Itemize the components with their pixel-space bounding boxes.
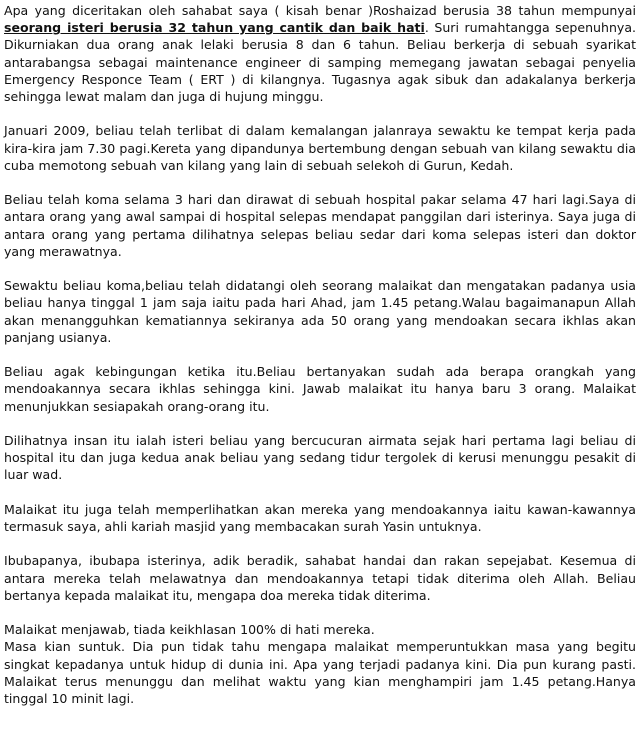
paragraph-3: Beliau telah koma selama 3 hari dan dirawat di sebuah hospital pakar selama 47 hari lagi.Saya di antara orang yang awal sampai di hospital selepas mendapat panggilan dari isterinya. Saya juga di antara orang yang pertama dilihatnya selepas beliau sedar dari koma selepas isteri dan doktor yang merawatnya. (4, 192, 636, 259)
paragraph-1-intro: Apa yang diceritakan oleh sahabat saya ( kisah benar )Roshaizad berusia 38 tahun mempunyai (4, 3, 636, 18)
paragraph-7: Malaikat itu juga telah memperlihatkan akan mereka yang mendoakannya iaitu kawan-kawannya termasuk saya, ahli kariah masjid yang membacakan surah Yasin untuknya. (4, 501, 636, 534)
paragraph-4: Sewaktu beliau koma,beliau telah didatangi oleh seorang malaikat dan mengatakan padanya usia beliau hanya tinggal 1 jam saja iaitu pada hari Ahad, jam 1.45 petang.Walau bagaimanapun Allah akan menangguhkan kematiannya sekiranya ada 50 orang yang mendoakan secara ikhlas akan panjang usianya. (4, 278, 636, 345)
paragraph-6: Dilihatnya insan itu ialah isteri beliau yang bercucuran airmata sejak hari pertama lagi beliau di hospital itu dan juga kedua anak beliau yang sedang tidur tergolek di kerusi menunggu pesakit di luar wad. (4, 433, 636, 483)
emphasis-text: seorang isteri berusia 32 tahun yang cantik dan baik hati (4, 20, 425, 36)
paragraph-8: Ibubapanya, ibubapa isterinya, adik beradik, sahabat handai dan rakan sepejabat. Kesemua di antara mereka telah melawatnya dan mendoakannya tetapi tidak diterima oleh Allah. Beliau bertanya kepada malaikat itu, mengapa doa mereka tidak diterima. (4, 553, 636, 603)
paragraph-10: Masa kian suntuk. Dia pun tidak tahu mengapa malaikat memperuntukkan masa yang begitu singkat kepadanya untuk hidup di dunia ini. Apa yang terjadi padanya kini. Dia pun kurang pasti. Malaikat terus menunggu dan melihat waktu yang kian menghampiri jam 1.45 petang.Hanya tinggal 10 minit lagi. (4, 639, 636, 706)
paragraph-9: Malaikat menjawab, tiada keikhlasan 100% di hati mereka. (4, 622, 375, 638)
paragraph-5: Beliau agak kebingungan ketika itu.Beliau bertanyakan sudah ada berapa orangkah yang mendoakannya secara ikhlas sehingga kini. Jawab malaikat itu hanya baru 3 orang. Malaikat menunjukkan sesiapakah orang-orang itu. (4, 364, 636, 414)
paragraph-2: Januari 2009, beliau telah terlibat di dalam kemalangan jalanraya sewaktu ke tempat kerja pada kira-kira jam 7.30 pagi.Kereta yang dipandunya bertembung dengan sebuah van kilang sewaktu dia cuba memotong sebuah van kilang yang lain di sebuah selekoh di Gurun, Kedah. (4, 123, 636, 173)
paragraph-1-rest: . Suri rumahtangga sepenuhnya. Dikurniakan dua orang anak lelaki berusia 8 dan 6 tahun. Beliau berkerja di sebuah syarikat antarabangsa sebagai maintenance engineer di samping memegang jawatan sebagai penyelia Emergency Responce Team ( ERT ) di kilangnya. Tugasnya agak sibuk dan adakalanya berkerja sehingga lewat malam dan juga di hujung minggu. (4, 20, 637, 105)
paragraph-1 (4, 2, 636, 105)
